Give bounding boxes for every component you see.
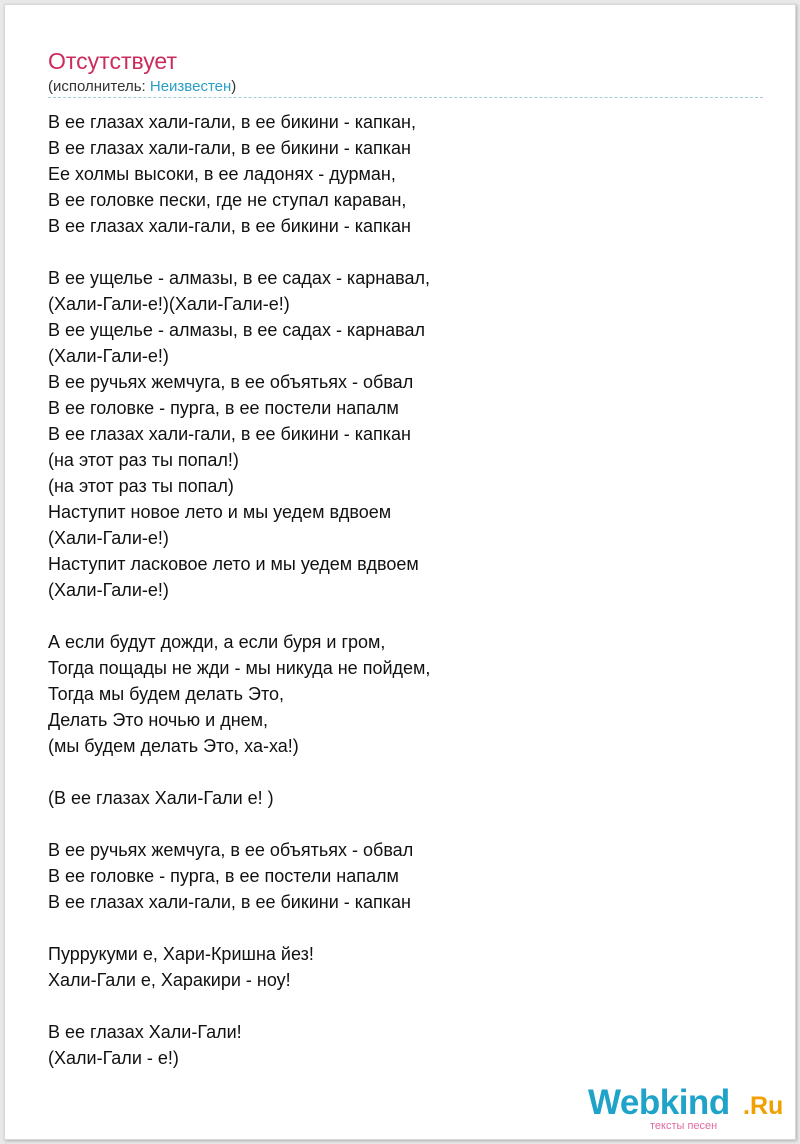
lyric-line: В ее головке - пурга, в ее постели напалм <box>48 398 399 418</box>
stanza-gap <box>48 603 488 629</box>
lyric-line: Делать Это ночью и днем, <box>48 710 269 730</box>
logo-word: Webkind <box>588 1083 730 1122</box>
artist-prefix: (исполнитель: <box>48 78 150 95</box>
lyric-line: В ее ущелье - алмазы, в ее садах - карнавал, <box>48 268 431 288</box>
lyric-line: Наступит новое лето и мы уедем вдвоем <box>48 502 392 522</box>
artist-line <box>48 78 236 96</box>
webkind-logo[interactable] <box>588 1083 788 1132</box>
logo-tld: .Ru <box>743 1092 784 1120</box>
lyrics-sheet <box>4 4 796 1140</box>
lyric-line: В ее глазах хали-гали, в ее бикини - капкан, <box>48 112 416 132</box>
artist-suffix: ) <box>231 78 237 95</box>
lyric-line: В ее глазах Хали-Гали! <box>48 1022 242 1042</box>
lyric-line: В ее ручьях жемчуга, в ее объятьях - обвал <box>48 372 414 392</box>
lyric-line: (на этот раз ты попал!) <box>48 450 239 470</box>
lyric-line: (Хали-Гали-е!) <box>48 528 169 548</box>
lyric-line: А если будут дожди, а если буря и гром, <box>48 632 386 652</box>
lyric-line: Наступит ласковое лето и мы уедем вдвоем <box>48 554 419 574</box>
lyric-line: Тогда мы будем делать Это, <box>48 684 285 704</box>
lyric-line: В ее ручьях жемчуга, в ее объятьях - обвал <box>48 840 414 860</box>
lyric-line: (Хали-Гали-е!)(Хали-Гали-е!) <box>48 294 290 314</box>
stanza-gap <box>48 239 488 265</box>
stanza-gap <box>48 915 488 941</box>
lyric-line: В ее глазах хали-гали, в ее бикини - капкан <box>48 892 411 912</box>
header-divider <box>48 97 763 98</box>
artist-link[interactable]: Неизвестен <box>149 78 232 95</box>
lyrics-body <box>48 109 488 1071</box>
lyric-line: В ее ущелье - алмазы, в ее садах - карнавал <box>48 320 426 340</box>
lyric-line: (Хали-Гали-е!) <box>48 580 169 600</box>
lyric-line: Тогда пощады не жди - мы никуда не пойдем, <box>48 658 431 678</box>
lyric-line: (на этот раз ты попал) <box>48 476 234 496</box>
lyric-line: В ее глазах хали-гали, в ее бикини - капкан <box>48 138 411 158</box>
lyric-line: В ее головке пески, где не ступал караван, <box>48 190 407 210</box>
stanza-gap <box>48 811 488 837</box>
lyric-line: (Хали-Гали - е!) <box>48 1048 179 1068</box>
stanza-gap <box>48 993 488 1019</box>
lyric-line: В ее головке - пурга, в ее постели напалм <box>48 866 399 886</box>
logo-tagline: тексты песен <box>650 1120 718 1132</box>
lyric-line: В ее глазах хали-гали, в ее бикини - капкан <box>48 216 411 236</box>
lyric-line: Ее холмы высоки, в ее ладонях - дурман, <box>48 164 396 184</box>
lyric-line: Хали-Гали е, Харакири - ноу! <box>48 970 291 990</box>
lyric-line: В ее глазах хали-гали, в ее бикини - капкан <box>48 424 411 444</box>
lyric-line: Пуррукуми е, Хари-Кришна йез! <box>48 944 314 964</box>
lyric-line: (В ее глазах Хали-Гали е! ) <box>48 788 274 808</box>
lyric-line: (Хали-Гали-е!) <box>48 346 169 366</box>
stanza-gap <box>48 759 488 785</box>
lyric-line: (мы будем делать Это, ха-ха!) <box>48 736 299 756</box>
song-title: Отсутствует <box>48 48 177 74</box>
